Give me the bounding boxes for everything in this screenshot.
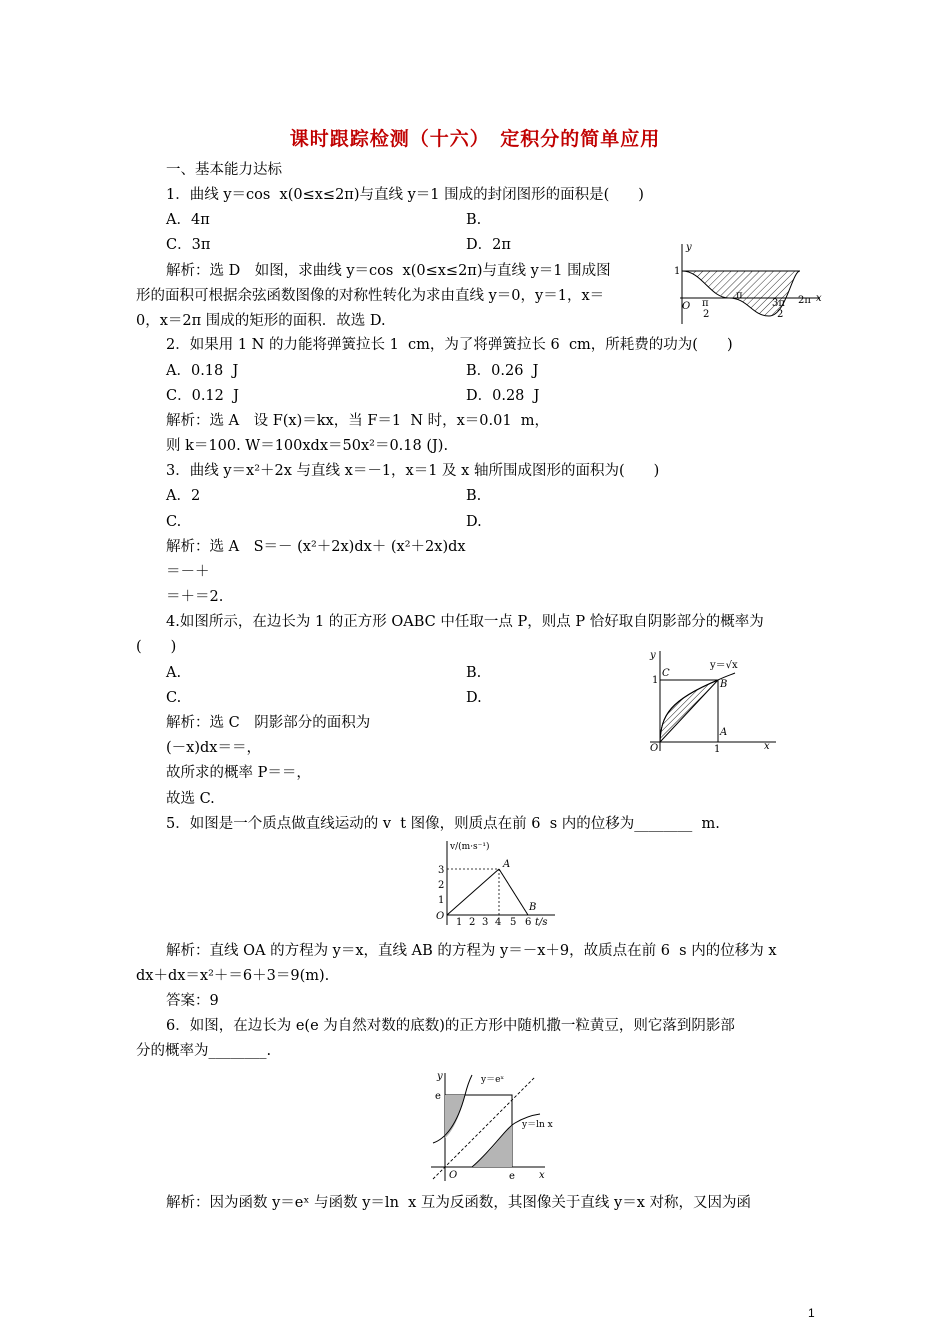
q5-solution-line-2: dx＋dx＝x²＋＝6＋3＝9(m). — [136, 968, 330, 984]
tick-pi-half-den: 2 — [703, 309, 710, 320]
question-4-cont: ( ) — [136, 639, 177, 655]
tick-x-1: 1 — [714, 744, 721, 753]
cosine-area-figure — [672, 238, 828, 328]
y-axis-label: y — [650, 650, 656, 661]
tick-3pi-half-num: 3π — [772, 298, 785, 309]
q3-option-d: D. — [466, 514, 482, 530]
question-4: 4.如图所示，在边长为 1 的正方形 OABC 中任取一点 P，则点 P 恰好取自阴影部分的概率为 — [166, 614, 764, 630]
tick-x-e: e — [509, 1171, 515, 1182]
q4-option-d: D. — [466, 690, 482, 706]
page-number: 1 — [808, 1306, 815, 1320]
tick-v-3: 3 — [438, 865, 445, 876]
tick-pi-half-num: π — [702, 298, 709, 309]
point-a-label: A — [503, 859, 511, 870]
tick-t-3: 3 — [482, 917, 489, 928]
y-axis-label: y — [437, 1071, 443, 1082]
q2-option-a: A．0.18 J — [166, 363, 239, 379]
q4-option-c: C. — [166, 690, 182, 706]
x-axis-label: x — [816, 293, 822, 304]
y-axis-label: y — [686, 242, 692, 253]
segment-ab — [499, 869, 528, 915]
q4-solution-line-2: (－x)dx＝＝， — [166, 740, 261, 756]
q3-option-a: A．2 — [166, 488, 201, 504]
tick-v-2: 2 — [438, 880, 445, 891]
q6-solution-line-1: 解析：因为函数 y＝eˣ 与函数 y＝ln x 互为反函数，其图像关于直线 y＝x 对称，又因为函 — [166, 1195, 752, 1211]
q1-option-d: D．2π — [466, 237, 511, 253]
tick-y-1: 1 — [652, 675, 659, 686]
q3-solution-line-3: ＝＋＝2. — [166, 589, 224, 605]
point-b-label: B — [529, 902, 537, 913]
t-axis-label: t/s — [535, 917, 548, 928]
exp-curve-label: y＝eˣ — [481, 1075, 505, 1085]
exp-log-figure — [425, 1065, 555, 1185]
q2-option-b: B．0.26 J — [466, 363, 539, 379]
q1-option-c: C．3π — [166, 237, 211, 253]
tick-t-1: 1 — [456, 917, 463, 928]
q4-solution-line-1: 解析：选 C 阴影部分的面积为 — [166, 715, 371, 731]
q4-solution-line-4: 故选 C. — [166, 791, 215, 807]
label-c: C — [662, 668, 670, 679]
q2-option-c: C．0.12 J — [166, 388, 239, 404]
q3-solution-line-1: 解析：选 A S＝－ (x²＋2x)dx＋ (x²＋2x)dx — [166, 539, 466, 555]
tick-t-6: 6 — [525, 917, 532, 928]
q1-option-b: B. — [466, 212, 482, 228]
question-1: 1．曲线 y＝cos x(0≤x≤2π)与直线 y＝1 围成的封闭图形的面积是( ) — [166, 187, 644, 203]
q4-option-a: A. — [166, 665, 182, 681]
ln-curve-label: y＝ln x — [522, 1120, 553, 1130]
tick-y-e: e — [435, 1091, 441, 1102]
label-b: B — [720, 679, 728, 690]
question-5: 5．如图是一个质点做直线运动的 v t 图像，则质点在前 6 s 内的位移为________ m. — [166, 816, 720, 832]
tick-t-5: 5 — [510, 917, 517, 928]
origin-label: O — [449, 1170, 458, 1181]
q4-solution-line-3: 故所求的概率 P＝＝， — [166, 765, 311, 781]
q2-option-d: D．0.28 J — [466, 388, 540, 404]
curve-label: y＝√x — [710, 660, 738, 671]
q1-solution-line-3: 0，x＝2π 围成的矩形的面积．故选 D. — [136, 313, 386, 329]
q3-option-c: C. — [166, 514, 182, 530]
tick-t-2: 2 — [469, 917, 476, 928]
tick-t-4: 4 — [495, 917, 502, 928]
q1-option-a: A．4π — [166, 212, 210, 228]
x-axis-label: x — [539, 1170, 545, 1181]
q1-solution-line-2: 形的面积可根据余弦函数图像的对称性转化为求由直线 y＝0，y＝1，x＝ — [136, 288, 605, 304]
question-6: 6．如图，在边长为 e(e 为自然对数的底数)的正方形中随机撒一粒黄豆，则它落到阴影部 — [166, 1018, 735, 1034]
label-a: A — [720, 727, 728, 738]
square-sqrt-figure — [640, 645, 780, 753]
tick-2pi: 2π — [798, 295, 811, 306]
tick-pi: π — [736, 290, 743, 301]
tick-v-1: 1 — [438, 895, 445, 906]
q1-solution-line-1: 解析：选 D 如图，求曲线 y＝cos x(0≤x≤2π)与直线 y＝1 围成图 — [166, 263, 611, 279]
q3-solution-line-2: ＝－＋ — [166, 564, 210, 580]
q3-option-b: B. — [466, 488, 482, 504]
tick-3pi-half-den: 2 — [777, 309, 784, 320]
question-6-cont: 分的概率为________. — [136, 1043, 272, 1059]
page-title: 课时跟踪检测（十六） 定积分的简单应用 — [289, 128, 661, 150]
origin-label: O — [650, 743, 659, 753]
origin-label: O — [682, 301, 691, 312]
velocity-time-figure — [425, 835, 560, 930]
v-axis-label: v/(m·s⁻¹) — [450, 842, 490, 852]
segment-oa — [447, 869, 499, 915]
q5-answer: 答案：9 — [166, 993, 219, 1009]
origin-label: O — [436, 911, 445, 922]
q5-solution-line-1: 解析：直线 OA 的方程为 y＝x，直线 AB 的方程为 y＝－x＋9，故质点在前 6 s 内的位移为 x — [166, 943, 777, 959]
question-3: 3．曲线 y＝x²＋2x 与直线 x＝－1，x＝1 及 x 轴所围成图形的面积为( ) — [166, 463, 660, 479]
tick-1: 1 — [674, 266, 681, 277]
question-2: 2．如果用 1 N 的力能将弹簧拉长 1 cm，为了将弹簧拉长 6 cm，所耗费的功为( ) — [166, 337, 733, 353]
q2-solution-line-1: 解析：选 A 设 F(x)＝kx，当 F＝1 N 时，x＝0.01 m， — [166, 413, 550, 429]
section-heading: 一、基本能力达标 — [166, 162, 282, 178]
x-axis-label: x — [764, 741, 770, 752]
q2-solution-line-2: 则 k＝100. W＝100xdx＝50x²＝0.18 (J). — [166, 438, 449, 454]
q4-option-b: B. — [466, 665, 482, 681]
